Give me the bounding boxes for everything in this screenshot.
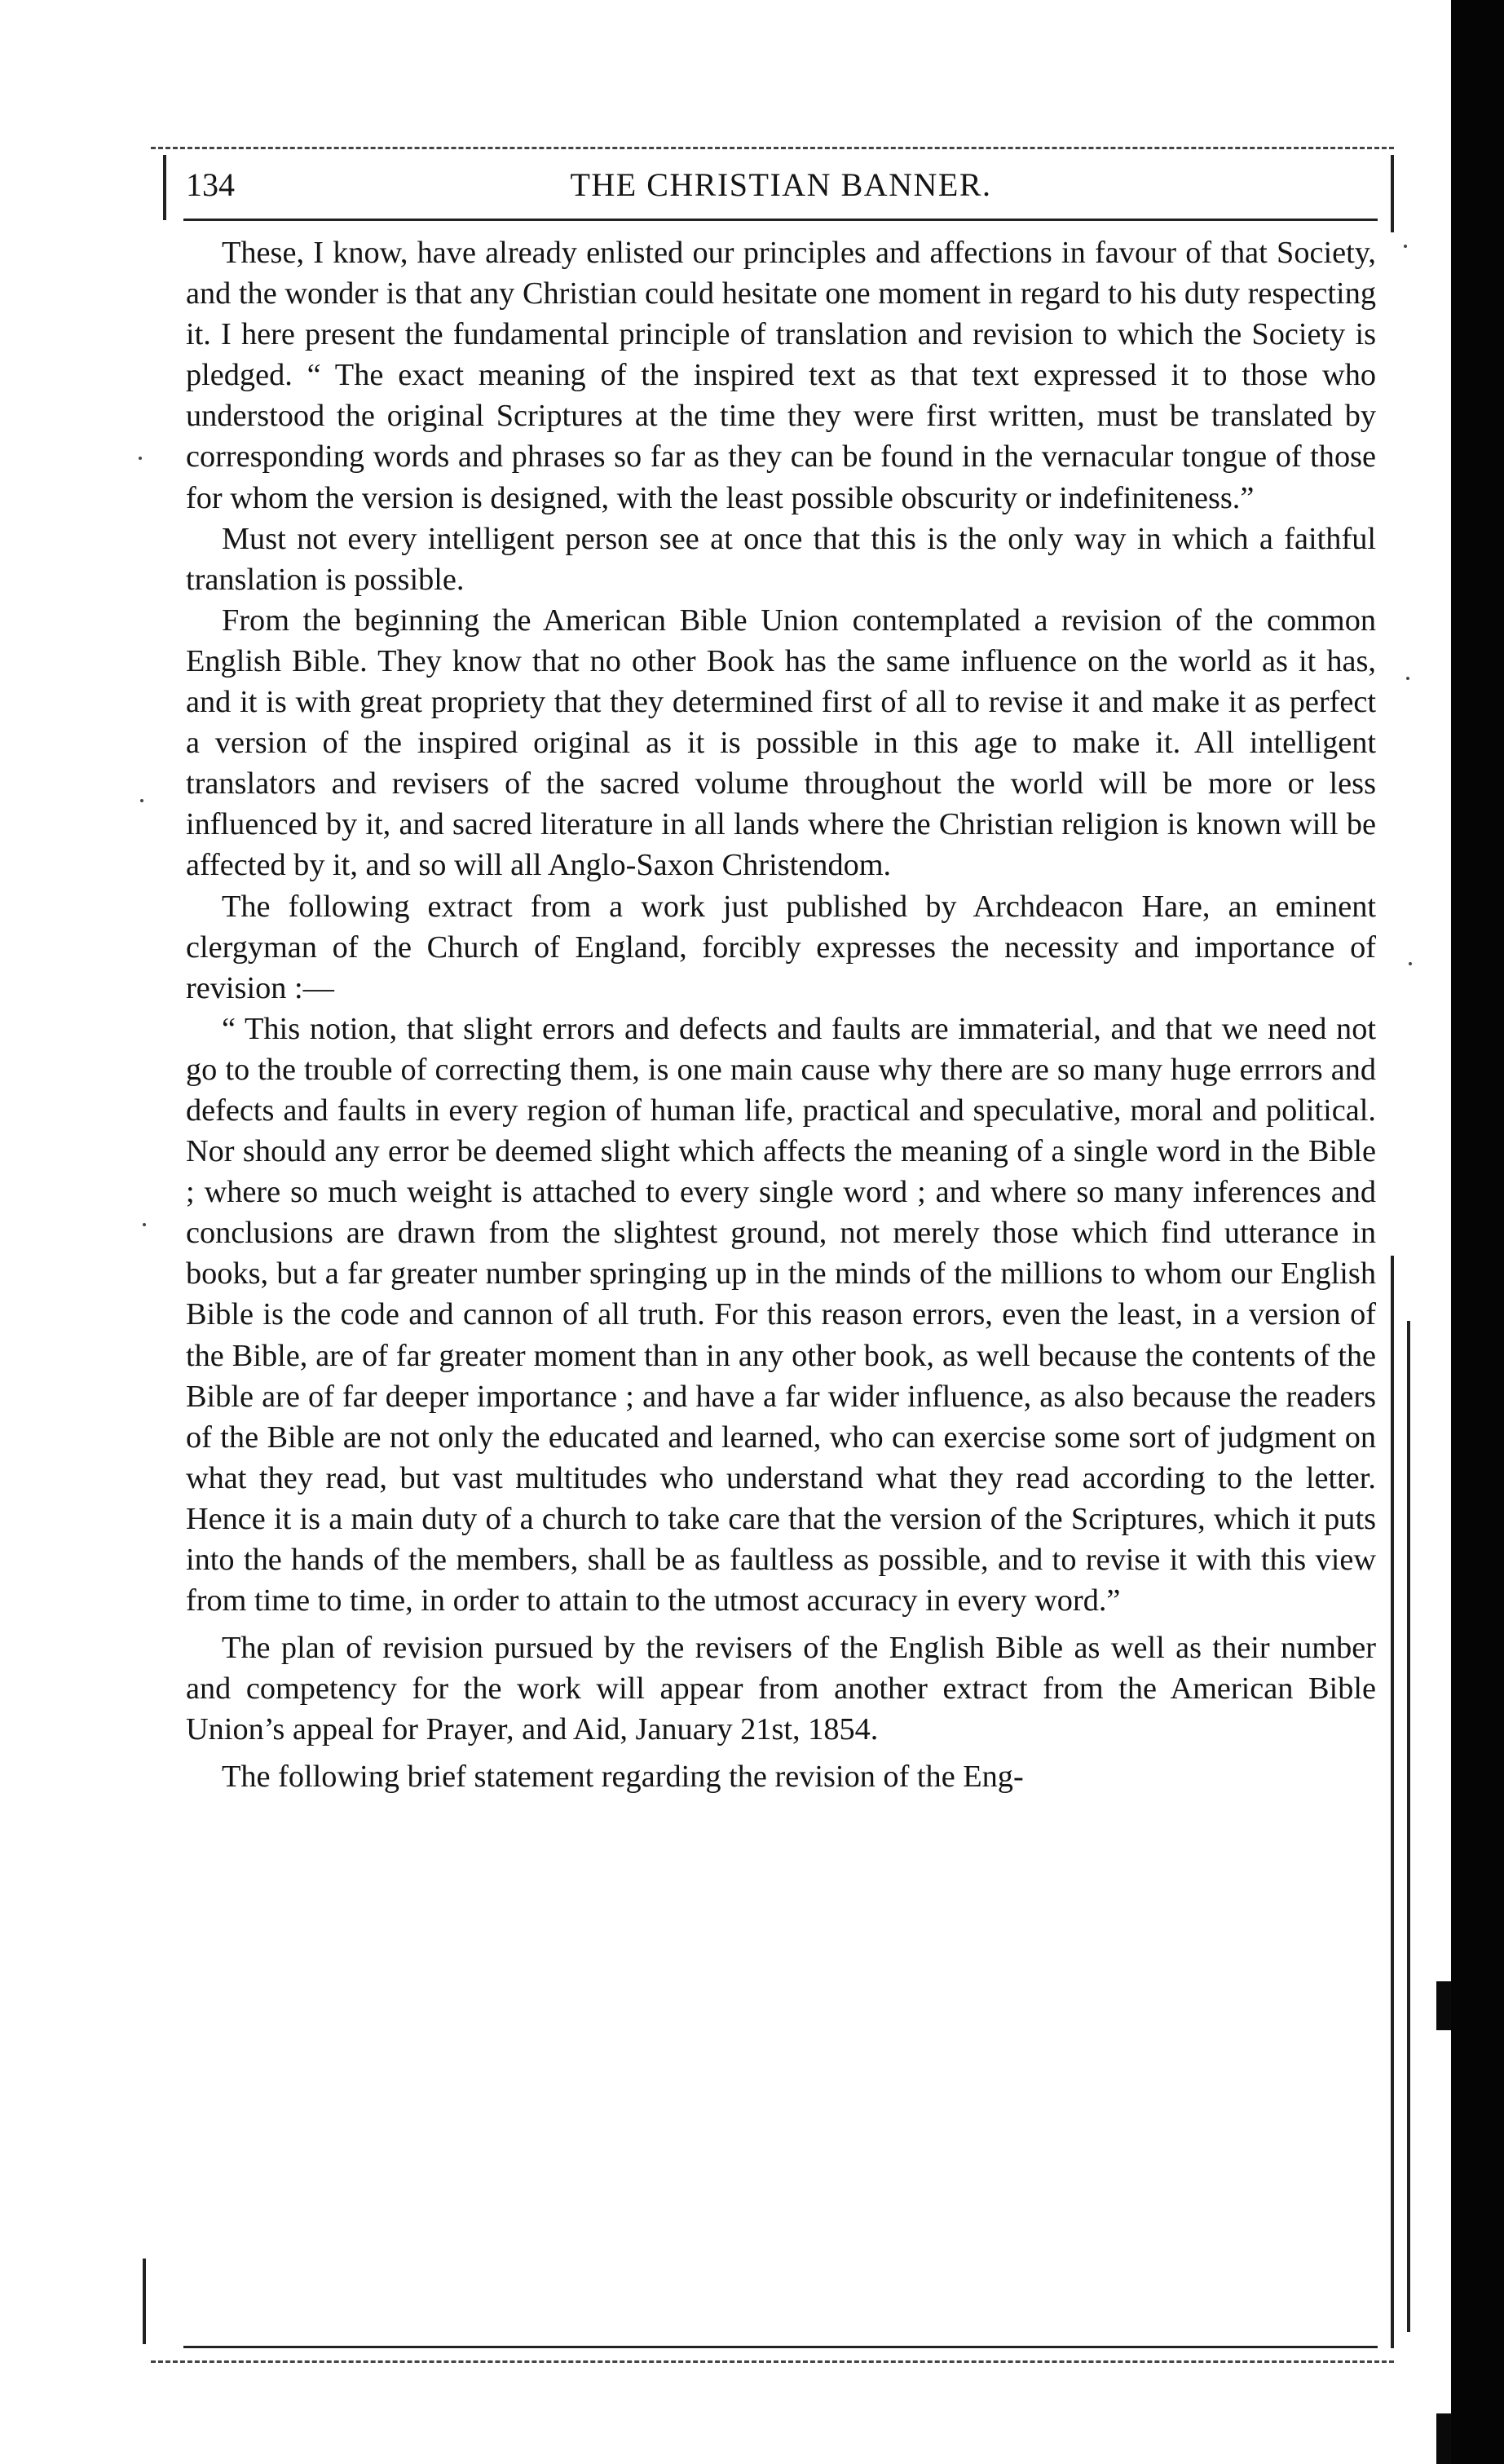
margin-speck [139, 457, 142, 460]
footer-rule [183, 2346, 1378, 2348]
paragraph-faithful-translation: Must not every intelligent person see at once that this is the only way in which a faithful translation is possible. [186, 521, 1376, 597]
margin-speck [1404, 245, 1407, 248]
left-margin-mark-lower [143, 2259, 146, 2344]
margin-speck [1406, 677, 1409, 680]
right-border-line [1391, 1256, 1394, 2348]
bottom-dashed-rule [151, 2360, 1394, 2363]
binding-edge-mark [1436, 2413, 1451, 2464]
right-margin-mark [1391, 155, 1394, 232]
paragraph-hare-quotation: “ This notion, that slight errors and defects and faults are immaterial, and that we need not go to the trouble of correcting them, is one main cause why there are so many huge errrors and defects and faults in every region of human life, practical and speculative, moral and political. Nor should any error be deemed slight which affects the meaning of a single word in the Bible ; where so much weight is attached to every single word ; and where so many inferences and conclusions are drawn from the slightest ground, not merely those which find utterance in books, but a far greater number springing up in the minds of the millions to whom our English Bible is the code and cannon of all truth. For this reason errors, even the least, in a version of the Bible, are of far greater moment than in any other book, as well because the contents of the Bible are of far deeper importance ; and have a far wider influence, as also because the readers of the Bible are not only the educated and learned, who can exercise some sort of judgment on what they read, but vast multitudes who understand what they read according to the letter. Hence it is a main duty of a church to take care that the version of the Scriptures, which it puts into the hands of the members, shall be as faultless as possible, and to revise it with this view from time to time, in order to attain to the utmost accuracy in every word.” [186, 1011, 1376, 1618]
page-number: 134 [186, 166, 235, 203]
page-header [186, 161, 1376, 209]
running-head: THE CHRISTIAN BANNER. [570, 166, 992, 203]
margin-speck [140, 799, 143, 802]
binding-shadow [1451, 0, 1504, 2464]
margin-speck [143, 1223, 146, 1226]
paragraph-brief-statement: The following brief statement regarding the revision of the Eng- [222, 1760, 1024, 1795]
body-text [186, 232, 1376, 1798]
left-margin-mark [163, 155, 166, 220]
top-dashed-rule [151, 147, 1394, 149]
margin-speck [1409, 962, 1412, 965]
header-rule [183, 219, 1378, 221]
paragraph-plan-of-revision: The plan of revision pursued by the revisers of the English Bible as well as their number and competency for the work will appear from another extract from the American Bible Union’s appeal for Prayer, and Aid, January 21st, 1854. [186, 1631, 1376, 1747]
right-border-line-outer [1407, 1321, 1410, 2332]
paragraph-society-principles: These, I know, have already enlisted our principles and affections in favour of that Society, and the wonder is that any Christian could hesitate one moment in regard to his duty respecting it. I here present the fundamental principle of translation and revision to which the Society is pledged. “ The exact meaning of the inspired text as that text expressed it to those who understood the original Scriptures at the time they were first written, must be translated by corresponding words and phrases so far as they can be found in the vernacular tongue of those for whom the version is designed, with the least possible obscurity or indefiniteness.” [186, 236, 1376, 515]
paragraph-archdeacon-hare-intro: The following extract from a work just published by Archdeacon Hare, an eminent clergyman of the Church of England, forcibly expresses the necessity and importance of revision :— [186, 889, 1376, 1005]
paragraph-bible-union-revision: From the beginning the American Bible Union contemplated a revision of the common English Bible. They know that no other Book has the same influence on the world as it has, and it is with great propriety that they determined first of all to revise it and make it as perfect a version of the inspired original as it is possible in this age to make it. All intelligent translators and revisers of the sacred volume throughout the world will be more or less influenced by it, and sacred literature in all lands where the Christian religion is known will be affected by it, and so will all Anglo-Saxon Christendom. [186, 603, 1376, 883]
binding-edge-mark [1436, 1981, 1451, 2030]
